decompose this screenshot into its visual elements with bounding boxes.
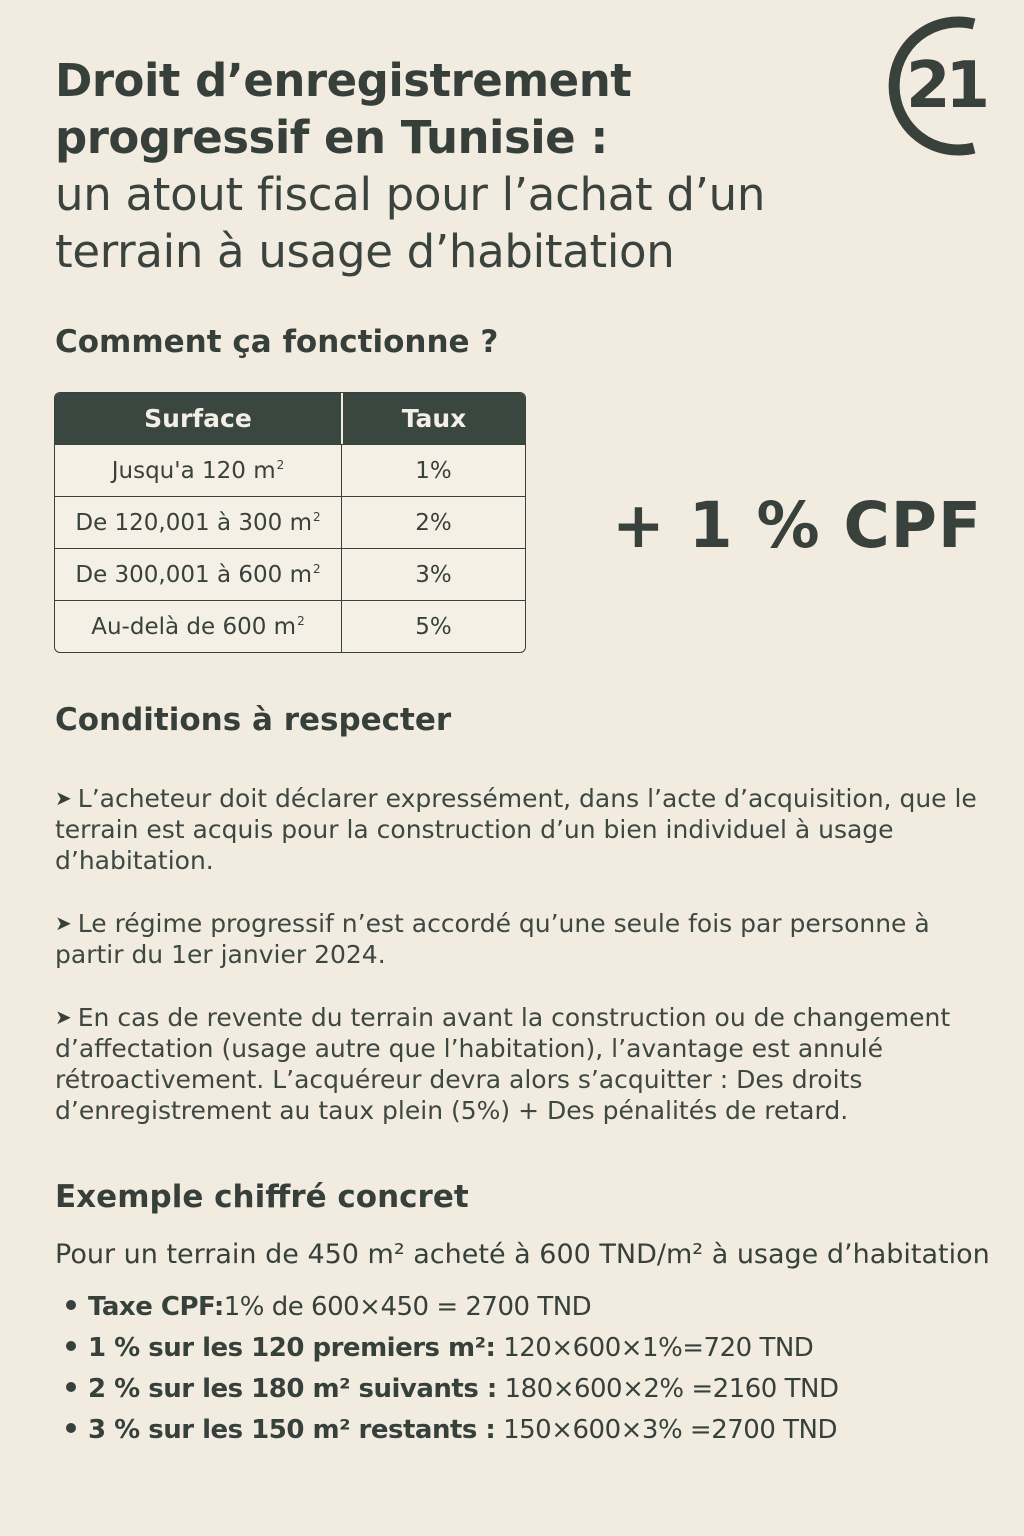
example-heading: Exemple chiffré concret (55, 1179, 469, 1215)
rate-cell: 1% (341, 444, 525, 496)
item-calc: 1% de 600×450 = 2700 TND (223, 1292, 592, 1322)
unit-exponent: 2 (312, 509, 321, 524)
condition-item (55, 908, 985, 970)
rates-table (54, 392, 526, 653)
table-row (55, 444, 525, 496)
table-header-row (55, 393, 525, 444)
surface-text: Jusqu'a 120 m (111, 457, 276, 484)
bullet-icon (66, 1423, 76, 1433)
table-row (55, 548, 525, 600)
table-row (55, 600, 525, 652)
surface-text: Au-delà de 600 m (91, 613, 297, 640)
title-line-2: progressif en Tunisie : (55, 111, 608, 164)
surface-text: De 300,001 à 600 m (75, 561, 312, 588)
list-item (66, 1287, 966, 1328)
condition-text: L’acheteur doit déclarer expressément, dans l’acte d’acquisition, que le terrain est acquis pour la construction d’un bien individuel à usage d’habitation. (55, 784, 977, 875)
logo-text: 21 (906, 49, 986, 123)
rate-cell: 2% (341, 496, 525, 548)
surface-cell (55, 444, 341, 496)
title-line-1: Droit d’enregistrement (55, 54, 632, 107)
surface-cell (55, 600, 341, 652)
condition-item (55, 1002, 985, 1126)
bullet-icon (66, 1341, 76, 1351)
example-intro: Pour un terrain de 450 m² acheté à 600 TND/m² à usage d’habitation (55, 1239, 990, 1270)
rate-cell: 3% (341, 548, 525, 600)
surface-cell (55, 496, 341, 548)
item-label: 3 % sur les 150 m² restants : (88, 1415, 496, 1445)
list-item (66, 1410, 966, 1451)
subtitle-line-2: terrain à usage d’habitation (55, 225, 675, 278)
condition-text: Le régime progressif n’est accordé qu’une seule fois par personne à partir du 1er janvier 2024. (55, 909, 930, 969)
unit-exponent: 2 (276, 457, 285, 472)
list-item (66, 1369, 966, 1410)
arrow-right-icon: ➤ (55, 786, 72, 810)
bullet-icon (66, 1300, 76, 1310)
page-subtitle (55, 166, 855, 280)
condition-item (55, 783, 985, 876)
list-item (66, 1328, 966, 1369)
item-calc: 120×600×1%=720 TND (495, 1333, 814, 1363)
page-title (55, 52, 835, 166)
condition-text: En cas de revente du terrain avant la construction ou de changement d’affectation (usage autre que l’habitation), l’avantage est annulé rétroactivement. L’acquéreur devra alors s’acquitter : Des droits d’enregistrement au taux plein (5%) + Des pénalités de retard. (55, 1003, 951, 1125)
item-label: 1 % sur les 120 premiers m²: (88, 1333, 496, 1363)
arrow-right-icon: ➤ (55, 1005, 72, 1029)
rate-header: Taux (341, 393, 525, 444)
item-label: Taxe CPF: (88, 1292, 224, 1322)
cpf-highlight: + 1 % CPF (612, 489, 982, 562)
bullet-icon (66, 1382, 76, 1392)
item-calc: 150×600×3% =2700 TND (495, 1415, 837, 1445)
conditions-heading: Conditions à respecter (55, 702, 452, 738)
subtitle-line-1: un atout fiscal pour l’achat d’un (55, 168, 766, 221)
surface-header: Surface (55, 393, 341, 444)
arrow-right-icon: ➤ (55, 911, 72, 935)
example-list (66, 1287, 966, 1451)
unit-exponent: 2 (312, 561, 321, 576)
item-label: 2 % sur les 180 m² suivants : (88, 1374, 497, 1404)
how-heading: Comment ça fonctionne ? (55, 324, 499, 360)
surface-text: De 120,001 à 300 m (75, 509, 312, 536)
item-calc: 180×600×2% =2160 TND (496, 1374, 839, 1404)
unit-exponent: 2 (297, 613, 305, 628)
surface-cell (55, 548, 341, 600)
rate-cell: 5% (341, 600, 525, 652)
table-row (55, 496, 525, 548)
